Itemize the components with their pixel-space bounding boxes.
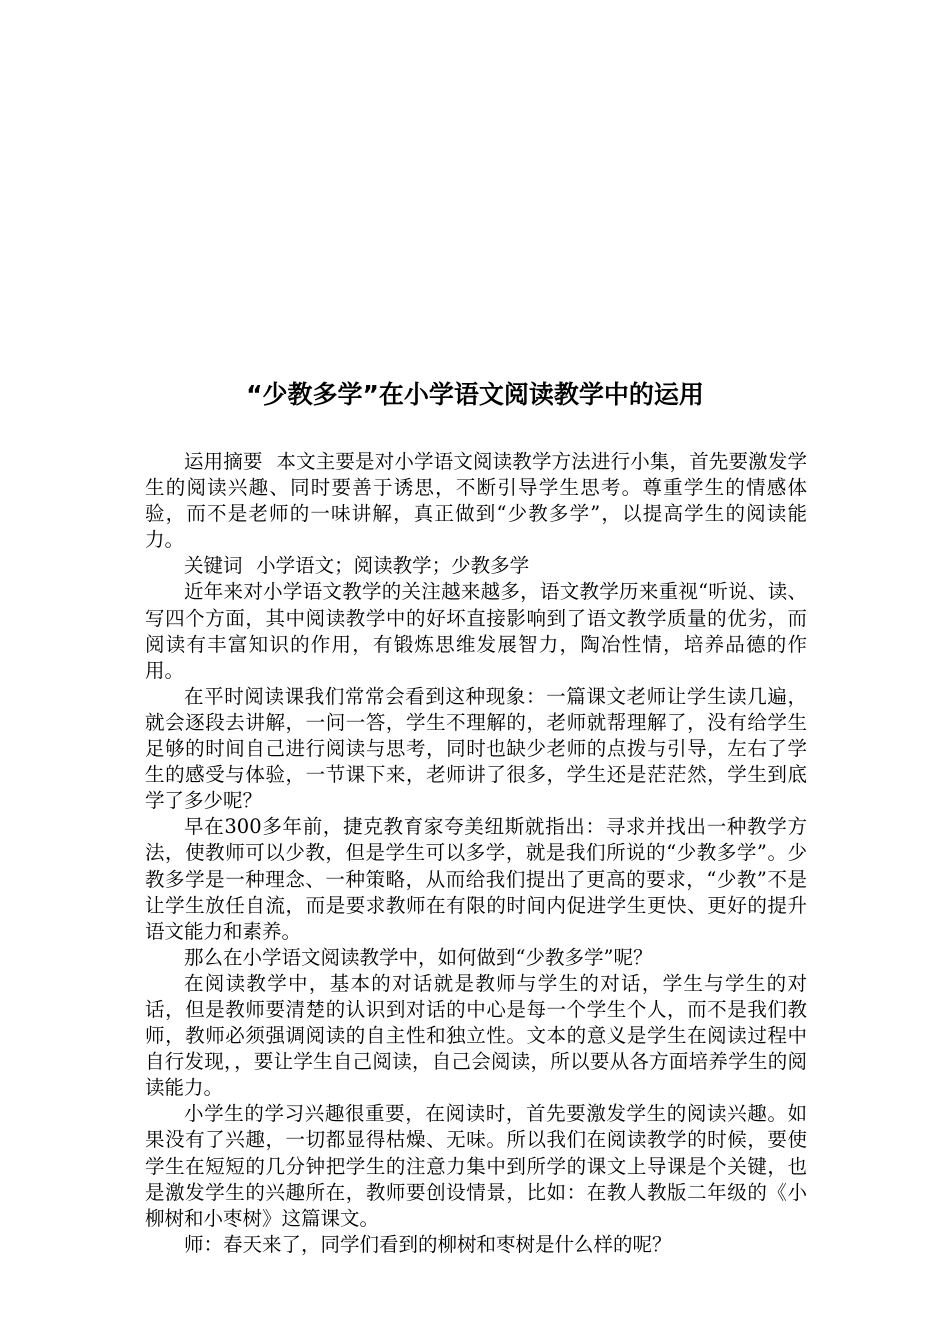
body-paragraph: 那么在小学语文阅读教学中，如何做到“少教多学”呢？ (184, 945, 653, 969)
abstract-paragraph (145, 449, 807, 553)
body-paragraph: 近年来对小学语文教学的关注越来越多，语文教学历来重视“听说、读、写四个方面，其中阅读教学中的好坏直接影响到了语文教学质量的优劣，而阅读有丰富知识的作用，有锻炼思维发展智力，陶冶性情，培养品德的作用。 (145, 580, 807, 682)
keywords-label: 关键词 (184, 554, 243, 578)
body-paragraph: 师：春天来了，同学们看到的柳树和枣树是什么样的呢？ (184, 1232, 672, 1256)
body-paragraph: 在阅读教学中，基本的对话就是教师与学生的对话，学生与学生的对话，但是教师要清楚的认识到对话的中心是每一个学生个人，而不是我们教师，教师必须强调阅读的自主性和独立性。文本的意义是学生在阅读过程中自行发现，，要让学生自己阅读，自己会阅读，所以要从各方面培养学生的阅读能力。 (145, 971, 807, 1100)
abstract-label: 运用摘要 (184, 450, 263, 473)
body-paragraph: 小学生的学习兴趣很重要，在阅读时，首先要激发学生的阅读兴趣。如果没有了兴趣，一切都显得枯燥、无味。所以我们在阅读教学的时候，要使学生在短短的几分钟把学生的注意力集中到所学的课文上导课是个关键，也是激发学生的兴趣所在，教师要创设情景，比如：在教人教版二年级的《小柳树和小枣树》这篇课文。 (145, 1102, 807, 1230)
body-paragraph: 早在300多年前，捷克教育家夸美纽斯就指出：寻求并找出一种教学方法，使教师可以少教，但是学生可以多学，就是我们所说的“少教多学”。少教多学是一种理念、一种策略，从而给我们提出了更高的要求，“少教”不是让学生放任自流，而是要求教师在有限的时间内促进学生更快、更好的提升语文能力和素养。 (145, 815, 807, 943)
abstract-text: 本文主要是对小学语文阅读教学方法进行小集，首先要激发学生的阅读兴趣、同时要善于诱思，不断引导学生思考。尊重学生的情感体验，而不是老师的一味讲解，真正做到“少教多学”，以提高学生的阅读能力。 (145, 450, 807, 552)
keywords-text: 小学语文；阅读教学；少教多学 (256, 554, 530, 578)
document-body (145, 449, 807, 1258)
body-paragraph: 在平时阅读课我们常常会看到这种现象：一篇课文老师让学生读几遍，就会逐段去讲解，一问一答，学生不理解的，老师就帮理解了，没有给学生足够的时间自己进行阅读与思考，同时也缺少老师的点拨与引导，左右了学生的感受与体验，一节课下来，老师讲了很多，学生还是茫茫然，学生到底学了多少呢？ (145, 684, 807, 813)
document-title: “少教多学”在小学语文阅读教学中的运用 (246, 380, 704, 409)
keywords-paragraph (145, 553, 807, 579)
